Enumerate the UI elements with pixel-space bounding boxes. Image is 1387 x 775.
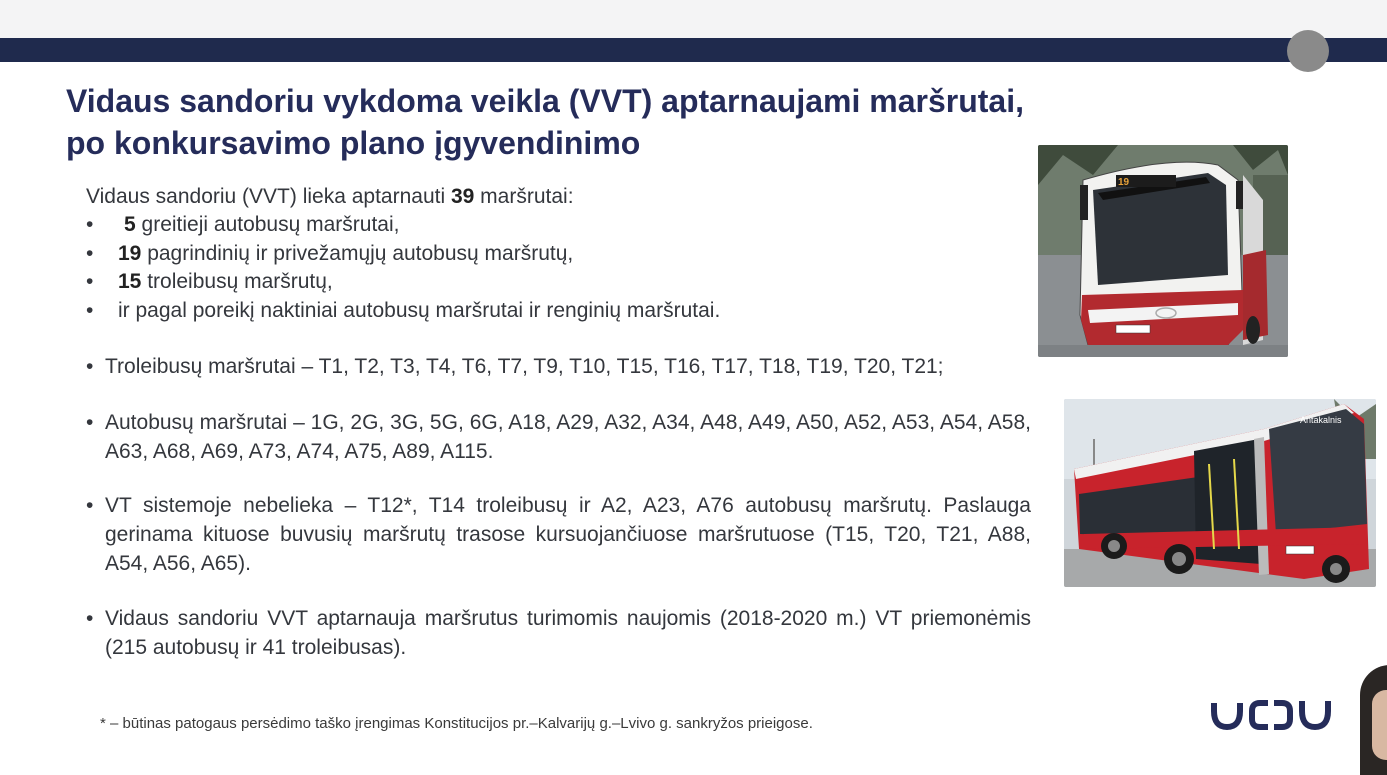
list-item-removed-routes	[86, 491, 1031, 578]
slide-content	[86, 183, 1031, 325]
list-item-text: Vidaus sandoriu VVT aptarnauja maršrutus turimomis naujomis (2018-2020 m.) VT priemonėmis (215 autobusų ir 41 troleibusas).	[105, 607, 1031, 659]
bullet: •	[86, 355, 94, 378]
list-item-text: Troleibusų maršrutai – T1, T2, T3, T4, T6, T7, T9, T10, T15, T16, T17, T18, T19, T20, T21;	[105, 355, 944, 378]
list-item-text: VT sistemoje nebelieka – T12*, T14 troleibusų ir A2, A23, A76 autobusų maršrutų. Paslauga gerinama kituose buvusių maršrutų trasose kursuojančiuose maršrutuose (T15, T20, T21, A88, A54, A56, A65).	[105, 494, 1031, 575]
list-item-text: Autobusų maršrutai – 1G, 2G, 3G, 5G, 6G, A18, A29, A32, A34, A48, A49, A50, A52, A53, A54, A58, A63, A68, A69, A73, A74, A75, A89, A115.	[105, 411, 1031, 463]
header-circle-icon	[1287, 30, 1329, 72]
intro-count: 39	[450, 185, 475, 208]
bus-route-number: 19	[1118, 177, 1130, 188]
bus-destination: Antakalnis	[1300, 415, 1342, 425]
list-item-count: 15	[118, 270, 142, 293]
list-item-text: troleibusų maršrutų,	[141, 270, 333, 293]
bullet: •	[86, 213, 94, 236]
presenter-face	[1372, 690, 1387, 760]
slide-title-line1: Vidaus sandoriu vykdoma veikla (VVT) aptarnaujami maršrutai,	[66, 83, 1024, 119]
intro-line	[86, 183, 1031, 211]
intro-prefix: Vidaus sandoriu (VVT) lieka aptarnauti	[86, 185, 451, 208]
list-item-bus-routes	[86, 408, 1031, 466]
slide-title-line2: po konkursavimo plano įgyvendinimo	[66, 125, 641, 161]
bus-photo-side	[1064, 399, 1376, 587]
judu-logo	[1210, 697, 1332, 731]
slide-title	[66, 80, 1066, 164]
bullet: •	[86, 298, 94, 322]
list-item	[86, 268, 1031, 297]
bullet: •	[86, 607, 94, 630]
header-bar	[0, 38, 1387, 62]
list-item-count: 5	[124, 213, 136, 236]
list-item	[86, 211, 1031, 240]
bullet: •	[86, 411, 94, 434]
intro-suffix: maršrutai:	[474, 185, 574, 208]
list-item-text: pagrindinių ir privežamųjų autobusų maršrutų,	[141, 241, 574, 265]
list-item-trolleybus-routes	[86, 352, 1031, 381]
footnote: * – būtinas patogaus persėdimo taško įrengimas Konstitucijos pr.–Kalvarijų g.–Lvivo g. sankryžos prieigose.	[100, 715, 813, 732]
bus-photo-front	[1038, 145, 1288, 357]
bullet: •	[86, 270, 94, 293]
bullet: •	[86, 494, 94, 517]
list-item	[86, 240, 1031, 269]
bullet: •	[86, 241, 94, 265]
list-item	[86, 297, 1031, 326]
list-item-text: greitieji autobusų maršrutai,	[135, 213, 400, 236]
list-item-new-vehicles	[86, 604, 1031, 662]
route-summary-list	[86, 211, 1031, 325]
list-item-text: ir pagal poreikį naktiniai autobusų maršrutai ir renginių maršrutai.	[118, 298, 721, 322]
top-strip	[0, 0, 1387, 38]
list-item-count: 19	[118, 241, 142, 265]
